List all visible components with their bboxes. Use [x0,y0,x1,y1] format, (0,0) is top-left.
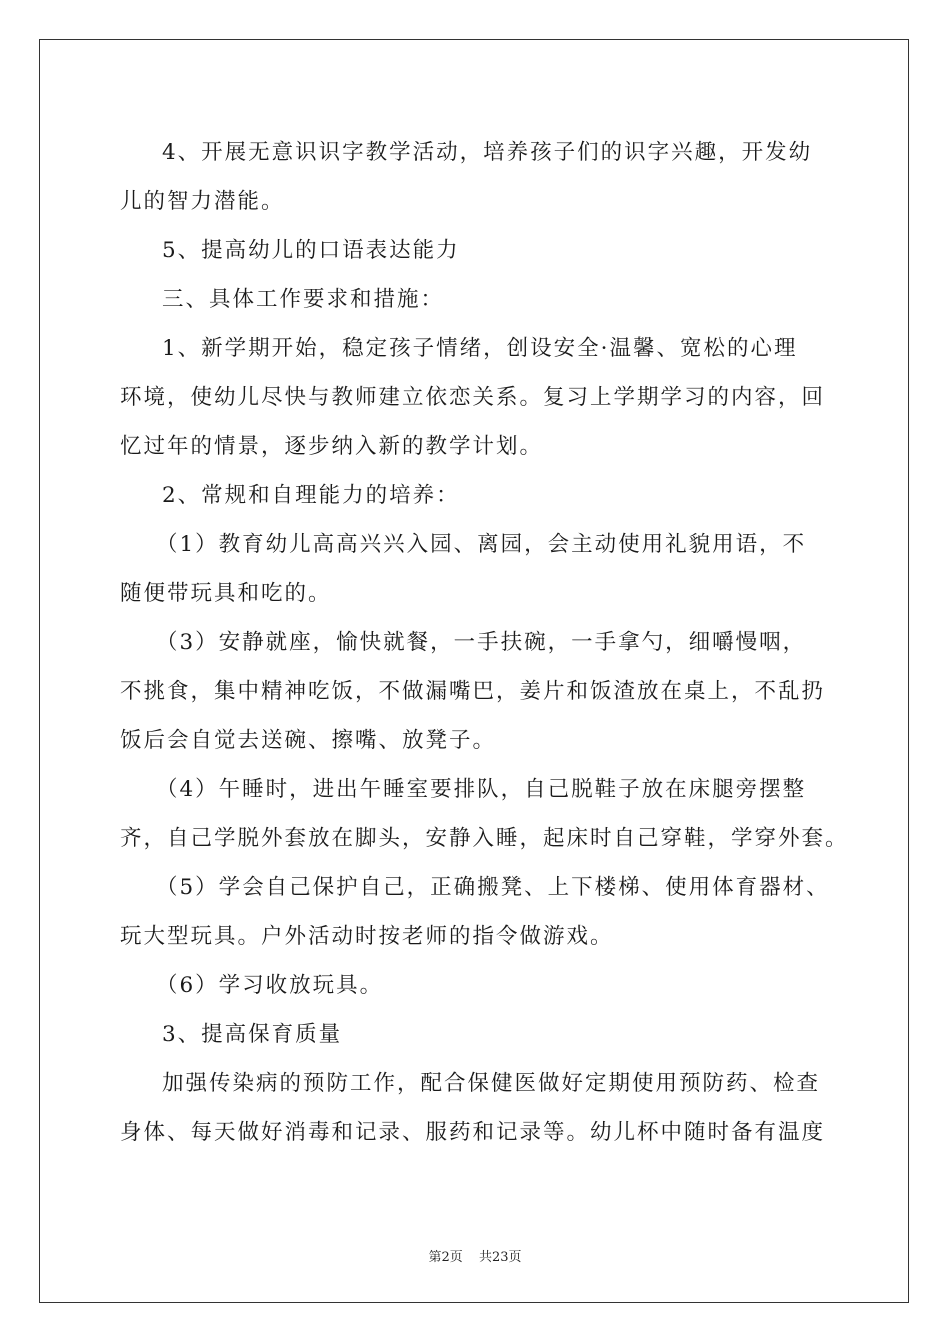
paragraph-item-3 [120,618,835,765]
text-line: 忆过年的情景，逐步纳入新的教学计划。 [120,434,544,459]
paragraph-measure-2 [120,471,835,520]
paragraph-item-4 [120,765,849,863]
text-line: 5、提高幼儿的口语表达能力 [162,238,460,263]
section-heading-3 [120,275,835,324]
text-line: 随便带玩具和吃的。 [120,581,332,606]
text-line: 1、新学期开始，稳定孩子情绪，创设安全·温馨、宽松的心理 [162,336,798,361]
text-line: 3、提高保育质量 [162,1022,343,1047]
text-line: 环境，使幼儿尽快与教师建立依恋关系。复习上学期学习的内容，回 [120,385,826,410]
text-line: 三、具体工作要求和措施： [162,287,445,312]
page-number: 第2页 [428,1250,463,1265]
text-line: 加强传染病的预防工作，配合保健医做好定期使用预防药、检查 [162,1071,821,1096]
text-line: 身体、每天做好消毒和记录、服药和记录等。幼儿杯中随时备有温度 [120,1120,826,1145]
text-line: （4）午睡时，进出午睡室要排队，自己脱鞋子放在床腿旁摆整 [156,777,807,802]
text-line: 齐，自己学脱外套放在脚头，安静入睡，起床时自己穿鞋，学穿外套。 [120,826,849,851]
text-line: 2、常规和自理能力的培养： [162,483,460,508]
paragraph-item-1 [120,520,835,618]
text-line: （1）教育幼儿高高兴兴入园、离园，会主动使用礼貌用语，不 [156,532,807,557]
text-line: 儿的智力潜能。 [120,189,285,214]
text-line: （3）安静就座，愉快就餐，一手扶碗，一手拿勺，细嚼慢咽， [156,630,807,655]
paragraph-item-5 [120,863,835,961]
text-line: （6）学习收放玩具。 [156,973,384,998]
text-line: 玩大型玩具。户外活动时按老师的指令做游戏。 [120,924,614,949]
text-line: 4、开展无意识识字教学活动，培养孩子们的识字兴趣，开发幼 [162,140,813,165]
text-line: （5）学会自己保护自己，正确搬凳、上下楼梯、使用体育器材、 [156,875,830,900]
page-total: 共23页 [478,1250,522,1265]
paragraph-measure-1 [120,324,835,471]
text-line: 饭后会自觉去送碗、擦嘴、放凳子。 [120,728,497,753]
document-body [120,128,849,1157]
text-line: 不挑食，集中精神吃饭，不做漏嘴巴，姜片和饭渣放在桌上，不乱扔 [120,679,826,704]
paragraph-health [120,1059,835,1157]
paragraph-item-6 [120,961,835,1010]
paragraph-goal-4 [120,128,835,226]
page-footer [0,1246,950,1265]
paragraph-goal-5 [120,226,835,275]
paragraph-measure-3 [120,1010,835,1059]
